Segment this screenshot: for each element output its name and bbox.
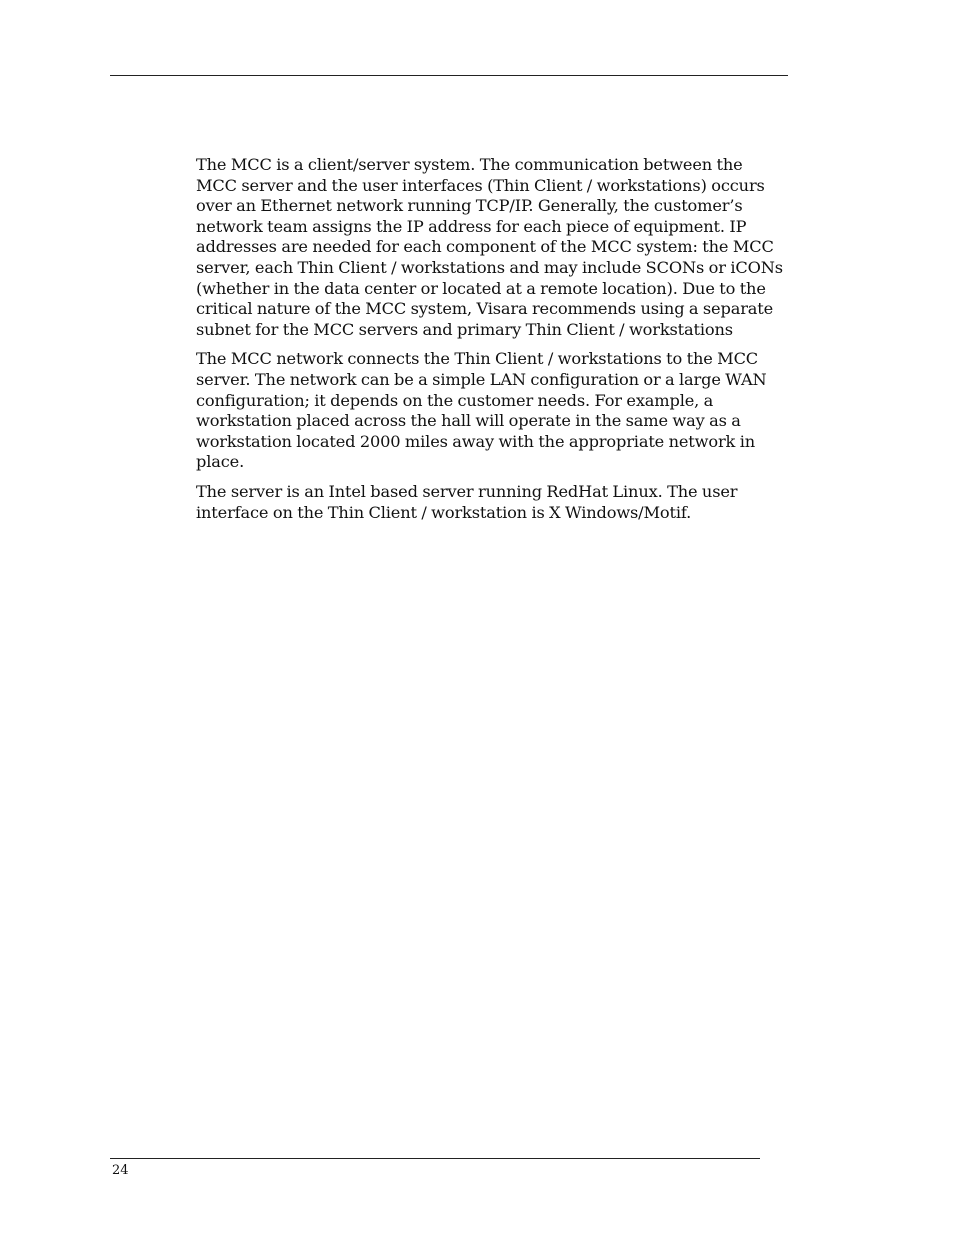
footer-rule bbox=[110, 1158, 760, 1159]
paragraph-network: The MCC network connects the Thin Client / workstations to the MCC server. The network can be a simple LAN configuration or a large WAN configuration; it depends on the customer needs. For example, a workstation placed across the hall will operate in the same way as a workstation located 2000 miles away with the appropriate network in place. bbox=[196, 349, 767, 472]
body-text bbox=[196, 155, 786, 532]
page-number: 24 bbox=[112, 1163, 129, 1178]
paragraph-client-server: The MCC is a client/server system. The communication between the MCC server and the user interfaces (Thin Client / workstations) occurs over an Ethernet network running TCP/IP. Generally, the customer’s network team assigns the IP address for each piece of equipment. IP addresses are needed for each component of the MCC system: the MCC server, each Thin Client / workstations and may include SCONs or iCONs (whether in the data center or located at a remote location). Due to the critical nature of the MCC system, Visara recommends using a separate subnet for the MCC servers and primary Thin Client / workstations bbox=[196, 155, 783, 339]
paragraph-server-platform: The server is an Intel based server running RedHat Linux. The user interface on the Thin Client / workstation is X Windows/Motif. bbox=[196, 481, 738, 522]
header-rule bbox=[110, 75, 788, 76]
